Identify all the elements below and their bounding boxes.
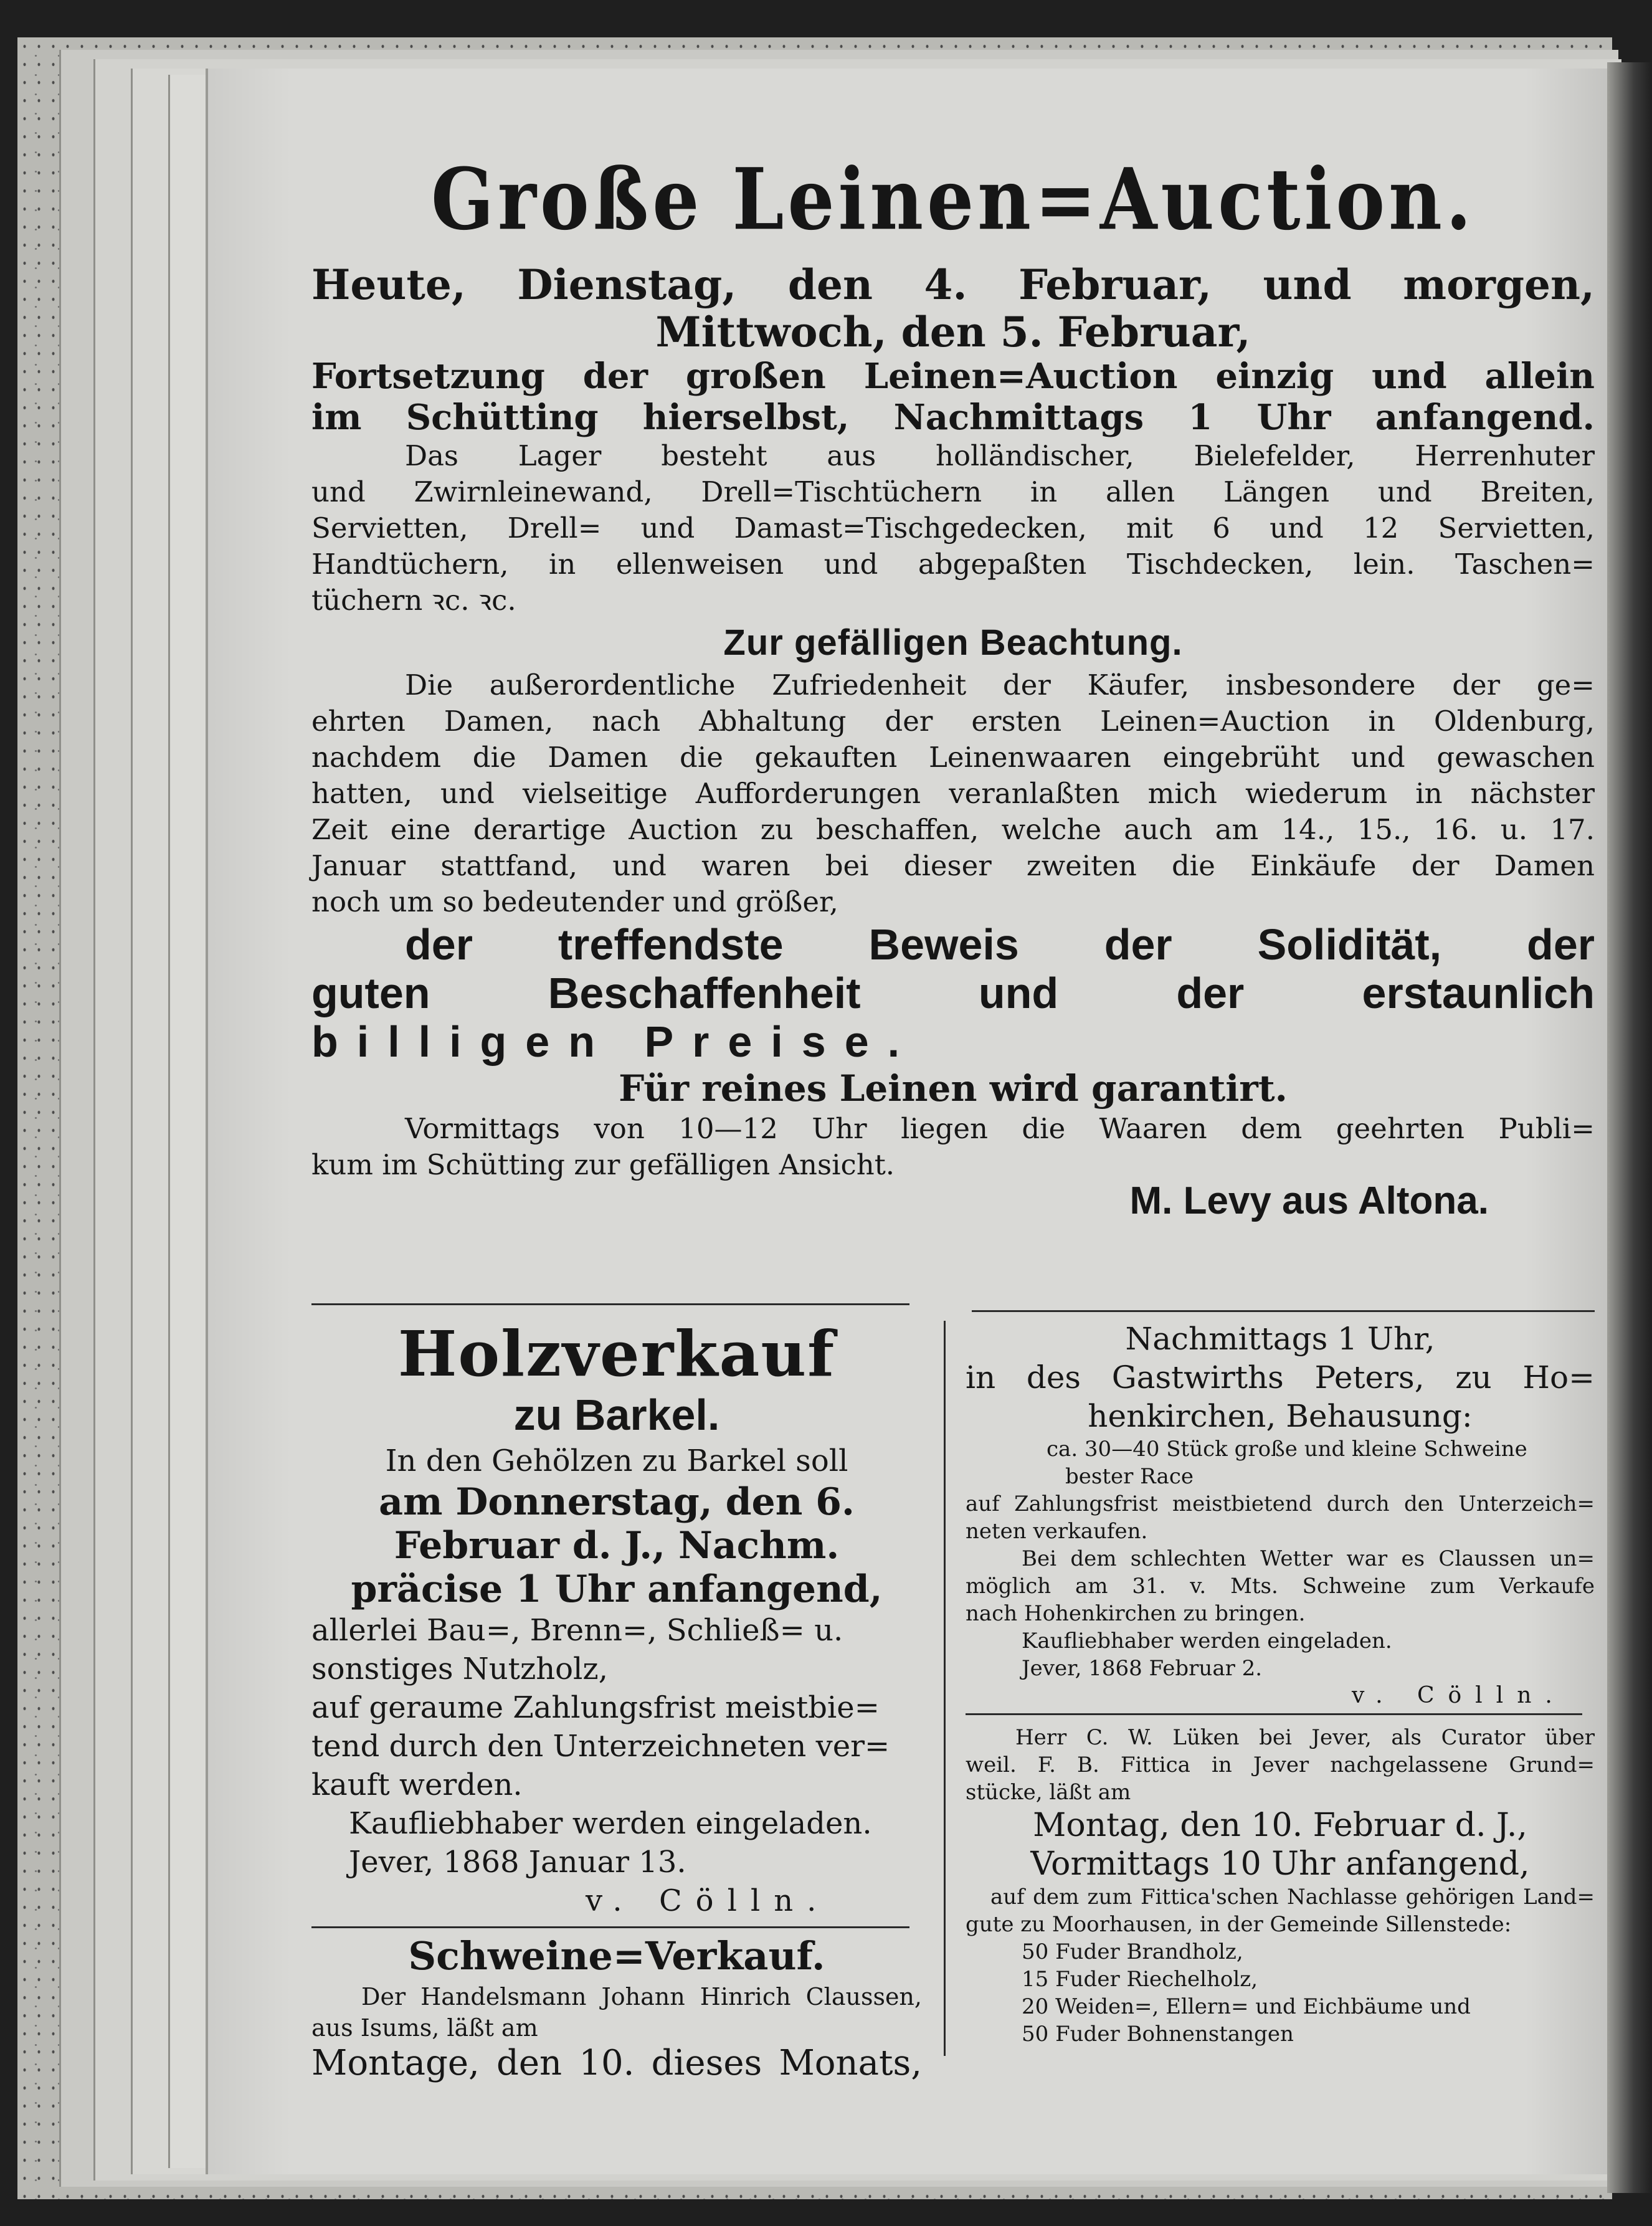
grund-line: auf dem zum Fittica'schen Nachlasse gehörigen Land= — [990, 1885, 1595, 1910]
schwein-line: Der Handelsmann Johann Hinrich Claussen, — [361, 1983, 922, 2010]
proof-line: guten Beschaffenheit und der erstaunlich — [311, 969, 1595, 1017]
grund-date: Vormittags 10 Uhr anfangend, — [1030, 1845, 1530, 1883]
holz-date: präcise 1 Uhr anfangend, — [351, 1567, 883, 1611]
stock-line: Handtüchern, in ellenweisen und abgepaßten Tischdecken, lein. Taschen= — [311, 548, 1595, 581]
holz-body-line: tend durch den Unterzeichneten ver= — [311, 1729, 890, 1764]
attention-line: Januar stattfand, und waren bei dieser zweiten die Einkäufe der Damen — [311, 849, 1595, 882]
holz-body-line: kauft werden. — [311, 1767, 523, 1802]
grund-item: 50 Fuder Bohnenstangen — [1022, 2022, 1294, 2047]
attention-line: noch um so bedeutender und größer, — [311, 885, 838, 918]
holz-invite: Kaufliebhaber werden eingeladen. — [349, 1806, 872, 1841]
holz-signature: v. Cölln. — [586, 1883, 830, 1918]
attention-line: ehrten Damen, nach Abhaltung der ersten Leinen=Auction in Oldenburg, — [311, 705, 1595, 738]
schwein-small-line: bester Race — [1065, 1464, 1194, 1489]
schwein-small-line: ca. 30—40 Stück große und kleine Schweine — [1047, 1437, 1527, 1462]
schwein-small-line: nach Hohenkirchen zu bringen. — [966, 1601, 1306, 1626]
holz-body-line: sonstiges Nutzholz, — [311, 1652, 608, 1686]
grund-item: 20 Weiden=, Ellern= und Eichbäume und — [1022, 1994, 1471, 2019]
proof-line: der treffendste Beweis der Solidität, der — [405, 920, 1595, 969]
spine-shadow — [1607, 62, 1652, 2193]
guarantee-line: Für reines Leinen wird garantirt. — [619, 1067, 1288, 1110]
schwein-small-line: neten verkaufen. — [966, 1519, 1148, 1544]
holzverkauf-place: zu Barkel. — [513, 1391, 720, 1439]
attention-line: hatten, und vielseitige Aufforderungen veranlaßten mich wiederum in nächster — [311, 777, 1595, 810]
grund-item: 50 Fuder Brandholz, — [1022, 1939, 1243, 1964]
stock-line: und Zwirnleinewand, Drell=Tischtüchern in allen Längen und Breiten, — [311, 475, 1595, 508]
grund-line: stücke, läßt am — [966, 1780, 1131, 1805]
attention-line: Zeit eine derartige Auction zu beschaffen, welche auch am 14., 15., 16. u. 17. — [311, 813, 1595, 846]
holzverkauf-title: Holzverkauf — [397, 1317, 836, 1391]
left-column — [311, 1317, 922, 2084]
schwein-title: Schweine=Verkauf. — [408, 1933, 825, 1979]
right-column — [966, 1320, 1595, 2048]
schwein-small-line: auf Zahlungsfrist meistbietend durch den Unterzeich= — [966, 1491, 1595, 1516]
stock-line: tüchern ꝛc. ꝛc. — [311, 584, 516, 617]
grund-date: Montag, den 10. Februar d. J., — [1033, 1807, 1527, 1844]
proof-line: billigen Preise. — [311, 1017, 919, 1066]
schwein-small-line: Kaufliebhaber werden eingeladen. — [1022, 1629, 1392, 1653]
stock-line: Servietten, Drell= und Damast=Tischgedecken, mit 6 und 12 Servietten, — [311, 511, 1595, 545]
attention-line: Die außerordentliche Zufriedenheit der Käufer, insbesondere der ge= — [405, 668, 1595, 702]
viewing-line: Vormittags von 10—12 Uhr liegen die Waaren dem geehrten Publi= — [405, 1112, 1595, 1145]
schwein-cont-line: in des Gastwirths Peters, zu Ho= — [966, 1359, 1595, 1396]
column-rule — [944, 1321, 946, 2056]
schwein-small-line: Jever, 1868 Februar 2. — [1022, 1656, 1263, 1681]
holz-date: Februar d. J., Nachm. — [394, 1524, 840, 1567]
intro-line: im Schütting hierselbst, Nachmittags 1 Uhr anfangend. — [311, 397, 1595, 438]
date-line: Heute, Dienstag, den 4. Februar, und morgen, — [311, 260, 1595, 309]
holz-line: In den Gehölzen zu Barkel soll — [385, 1444, 848, 1478]
schwein-signature: v. Cölln. — [1352, 1683, 1566, 1708]
column-divider — [311, 1303, 909, 1305]
grund-item: 15 Fuder Riechelholz, — [1022, 1967, 1258, 1992]
column-divider — [972, 1310, 1595, 1312]
leinen-auction-ad — [311, 149, 1595, 1223]
ad-divider — [311, 1926, 909, 1928]
schwein-line: aus Isums, läßt am — [311, 2014, 538, 2042]
holz-date-place: Jever, 1868 Januar 13. — [349, 1845, 686, 1880]
schwein-small-line: möglich am 31. v. Mts. Schweine zum Verkaufe — [966, 1574, 1595, 1599]
schwein-date: Montage, den 10. dieses Monats, — [311, 2043, 922, 2083]
grund-line: Herr C. W. Lüken bei Jever, als Curator über — [1015, 1725, 1595, 1750]
holz-body-line: allerlei Bau=, Brenn=, Schließ= u. — [311, 1613, 843, 1648]
ad-title: Große Leinen=Auction. — [431, 149, 1475, 249]
schwein-small-line: Bei dem schlechten Wetter war es Claussen un= — [1022, 1546, 1595, 1571]
schwein-cont-line: henkirchen, Behausung: — [1088, 1398, 1473, 1434]
date-line: Mittwoch, den 5. Februar, — [655, 308, 1251, 356]
attention-heading: Zur gefälligen Beachtung. — [723, 622, 1183, 663]
intro-line: Fortsetzung der großen Leinen=Auction einzig und allein — [311, 356, 1595, 397]
holz-date: am Donnerstag, den 6. — [379, 1480, 855, 1524]
schwein-cont-line: Nachmittags 1 Uhr, — [1125, 1321, 1435, 1357]
grund-line: weil. F. B. Fittica in Jever nachgelassene Grund= — [966, 1753, 1595, 1777]
attention-line: nachdem die Damen die gekauften Leinenwaaren eingebrüht und gewaschen — [311, 741, 1595, 774]
signature: M. Levy aus Altona. — [1129, 1179, 1489, 1222]
holz-body-line: auf geraume Zahlungsfrist meistbie= — [311, 1690, 880, 1725]
ad-divider — [966, 1713, 1582, 1715]
grund-line: gute zu Moorhausen, in der Gemeinde Sillenstede: — [966, 1912, 1512, 1937]
viewing-line: kum im Schütting zur gefälligen Ansicht. — [311, 1148, 895, 1181]
stock-line: Das Lager besteht aus holländischer, Bielefelder, Herrenhuter — [405, 439, 1595, 472]
